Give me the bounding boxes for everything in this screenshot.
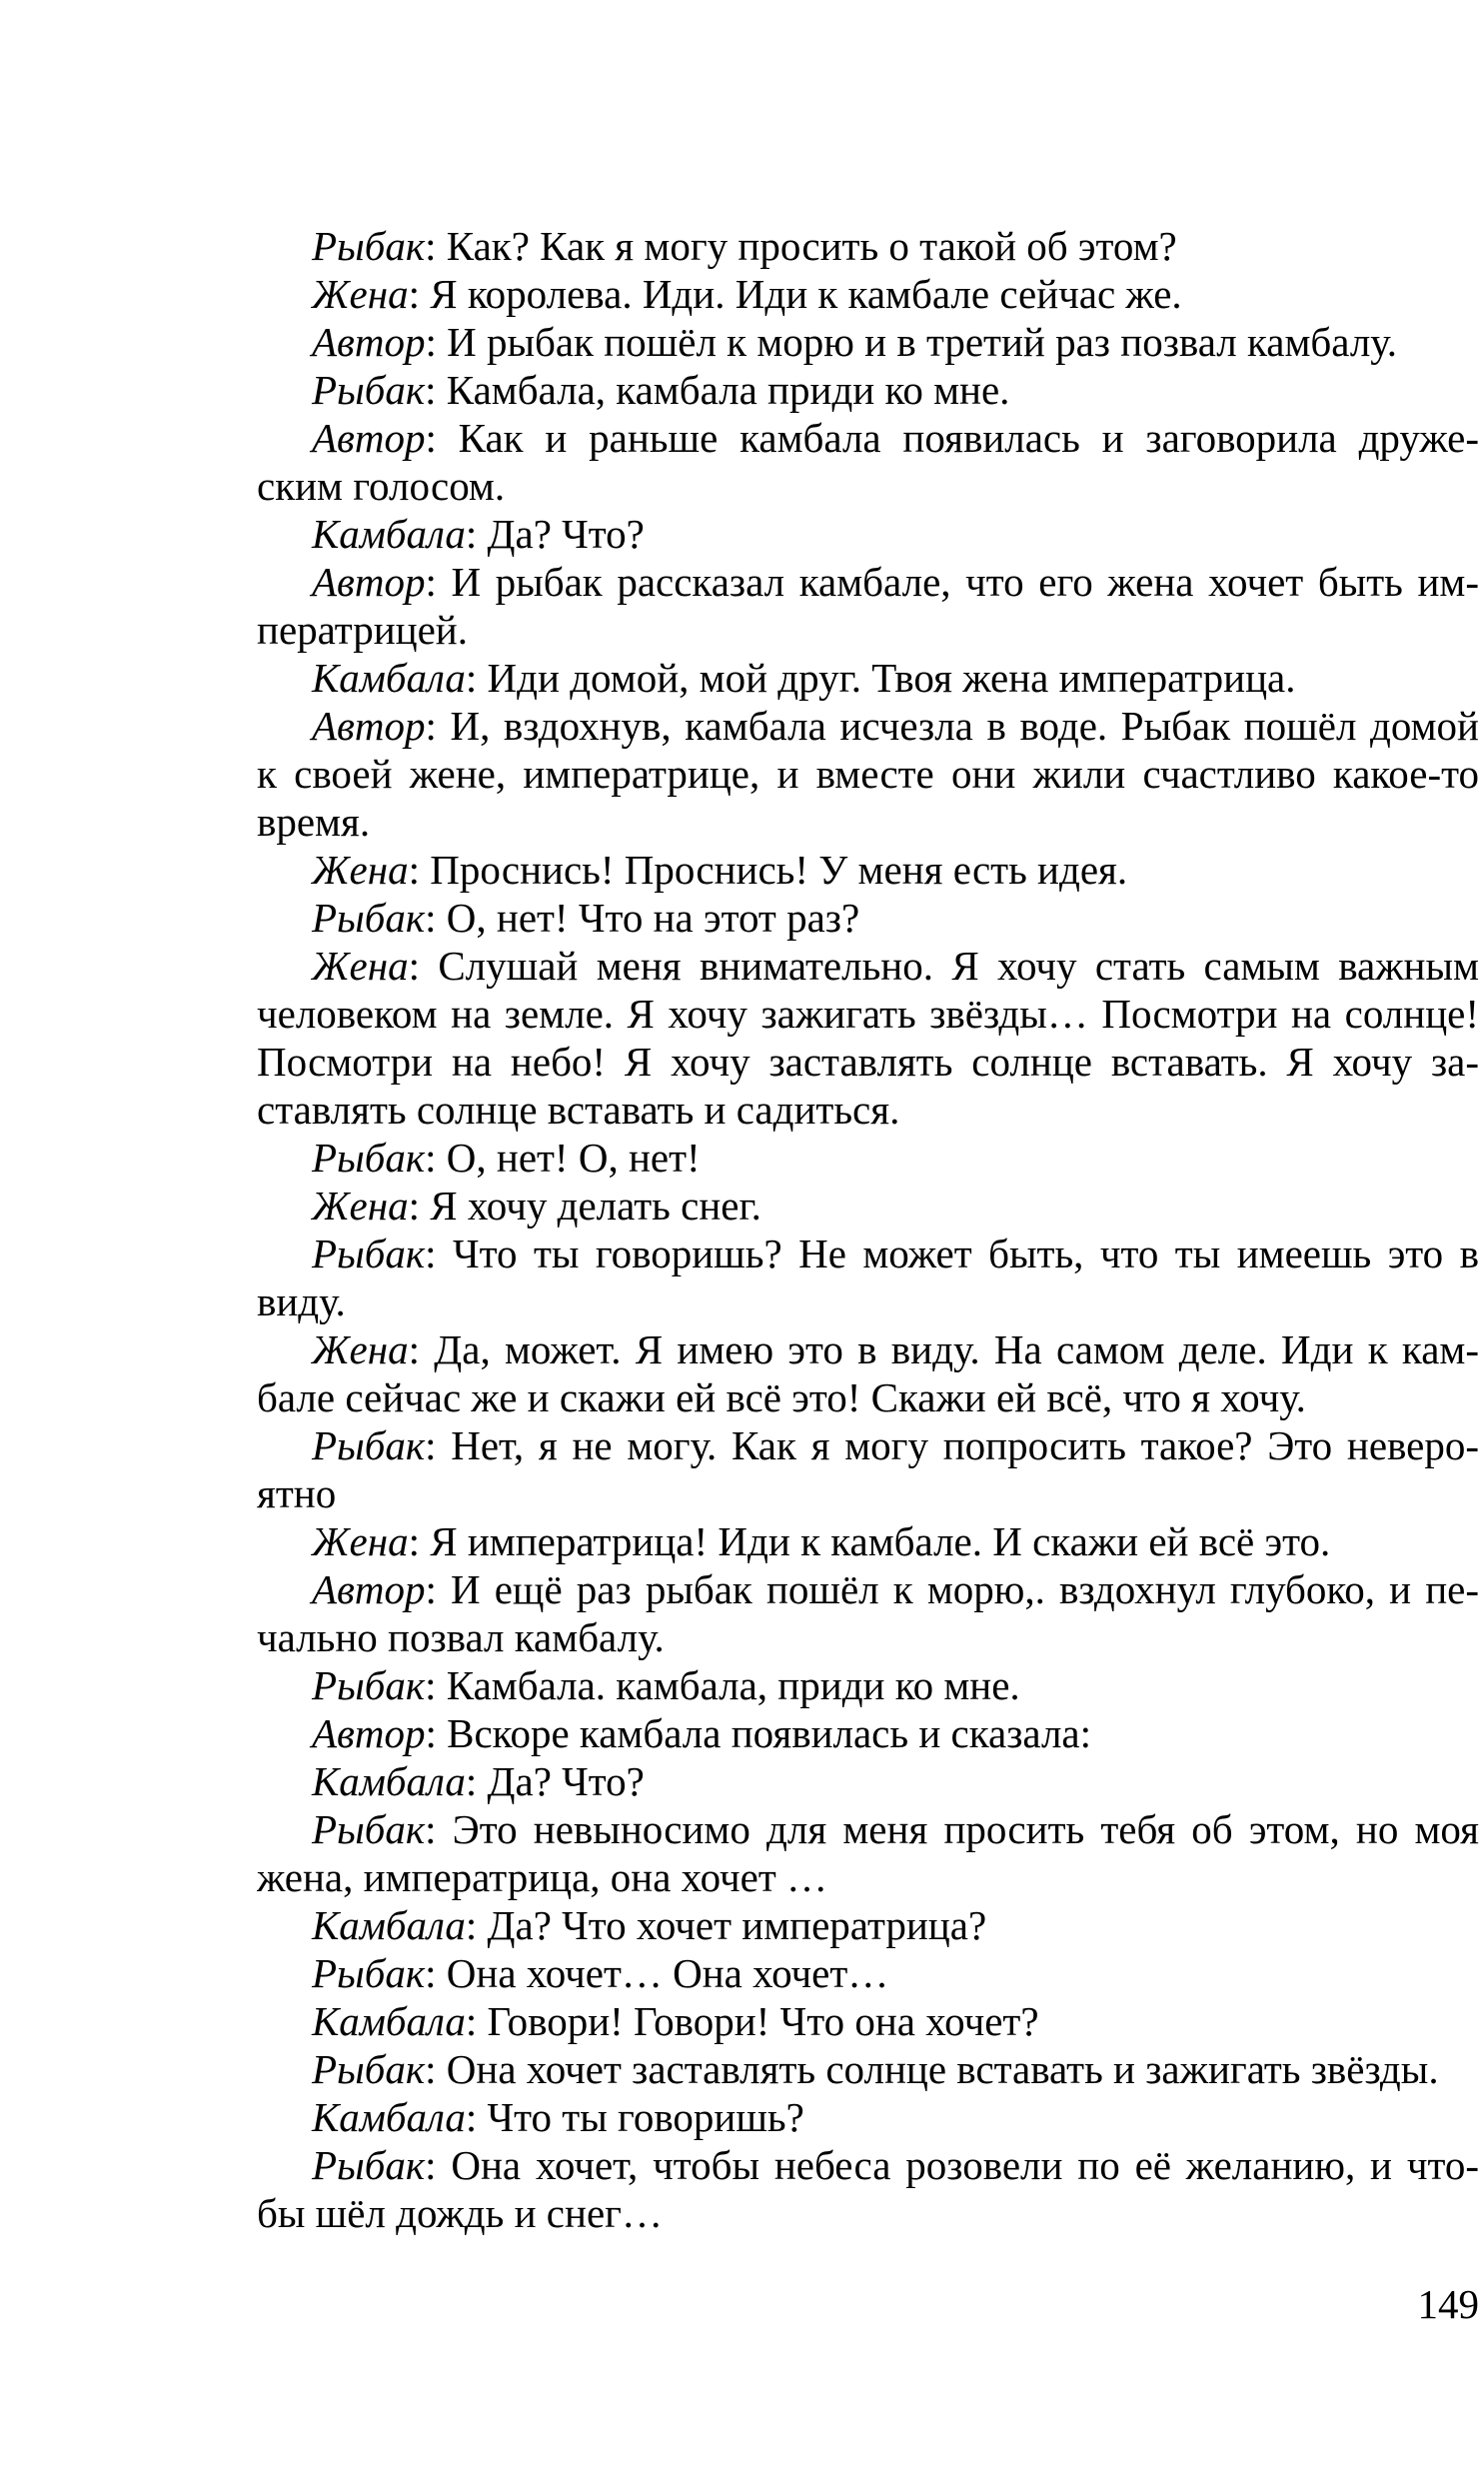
text-line: ятно — [257, 1470, 337, 1516]
text-line: Рыбак: Что ты говоришь? Не может быть, что ты имеешь это в — [312, 1231, 1479, 1276]
text-line: Камбала: Да? Что хочет императрица? — [312, 1902, 987, 1948]
text-line: Рыбак: О, нет! О, нет! — [312, 1135, 701, 1181]
speaker-name: Автор — [312, 415, 426, 461]
text-line: Рыбак: О, нет! Что на этот раз? — [312, 895, 860, 941]
text-line: жена, императрица, она хочет … — [257, 1854, 828, 1900]
speaker-name: Жена — [312, 1183, 409, 1229]
speaker-name: Камбала — [312, 655, 466, 701]
text-line: Жена: Я королева. Иди. Иди к камбале сейчас же. — [312, 271, 1182, 317]
text-line: Автор: И рыбак рассказал камбале, что его жена хочет быть им- — [312, 559, 1479, 605]
speaker-name: Автор — [312, 1566, 426, 1612]
speaker-name: Камбала — [312, 1758, 466, 1804]
text-line: Камбала: Что ты говоришь? — [312, 2094, 804, 2140]
speaker-name: Жена — [312, 847, 409, 893]
text-line: чально позвал камбалу. — [257, 1614, 665, 1660]
text-line: Жена: Слушай меня внимательно. Я хочу стать самым важным — [312, 943, 1479, 989]
text-line: Камбала: Да? Что? — [312, 511, 645, 557]
text-line: Посмотри на небо! Я хочу заставлять солнце вставать. Я хочу за- — [257, 1039, 1479, 1085]
text-line: ским голосом. — [257, 463, 506, 509]
text-line: Рыбак: Она хочет заставлять солнце вставать и зажигать звёзды. — [312, 2046, 1439, 2092]
text-line: виду. — [257, 1278, 346, 1324]
text-line: Автор: И рыбак пошёл к морю и в третий раз позвал камбалу. — [312, 319, 1397, 365]
speaker-name: Камбала — [312, 1998, 466, 2044]
text-line: Жена: Я императрица! Иди к камбале. И скажи ей всё это. — [312, 1518, 1331, 1564]
text-line: Рыбак: Камбала, камбала приди ко мне. — [312, 367, 1010, 413]
speaker-name: Рыбак — [312, 1422, 426, 1468]
speaker-name: Рыбак — [312, 895, 426, 941]
text-line: Камбала: Иди домой, мой друг. Твоя жена императрица. — [312, 655, 1296, 701]
text-line: Жена: Я хочу делать снег. — [312, 1183, 761, 1229]
speaker-name: Жена — [312, 271, 409, 317]
text-line: время. — [257, 799, 371, 845]
speaker-name: Рыбак — [312, 1662, 426, 1708]
text-line: Камбала: Говори! Говори! Что она хочет? — [312, 1998, 1039, 2044]
speaker-name: Автор — [312, 703, 426, 749]
speaker-name: Рыбак — [312, 367, 426, 413]
text-line: бале сейчас же и скажи ей всё это! Скажи ей всё, что я хочу. — [257, 1374, 1306, 1420]
text-line: Рыбак: Она хочет… Она хочет… — [312, 1950, 889, 1996]
text-line: бы шёл дождь и снег… — [257, 2190, 663, 2236]
speaker-name: Жена — [312, 943, 409, 989]
speaker-name: Автор — [312, 559, 426, 605]
speaker-name: Камбала — [312, 511, 466, 557]
text-line: человеком на земле. Я хочу зажигать звёзды… Посмотри на солнце! — [257, 991, 1479, 1037]
text-line: Рыбак: Нет, я не могу. Как я могу попросить такое? Это неверо- — [312, 1422, 1479, 1468]
text-line: ператрицей. — [257, 607, 468, 653]
text-line: Рыбак: Как? Как я могу просить о такой об этом? — [312, 223, 1177, 269]
text-line: Рыбак: Это невыносимо для меня просить тебя об этом, но моя — [312, 1806, 1479, 1852]
text-line: Автор: Как и раньше камбала появилась и заговорила друже- — [312, 415, 1479, 461]
speaker-name: Рыбак — [312, 223, 426, 269]
text-line: Жена: Проснись! Проснись! У меня есть идея. — [312, 847, 1128, 893]
speaker-name: Жена — [312, 1326, 409, 1372]
text-line: ставлять солнце вставать и садиться. — [257, 1087, 900, 1133]
speaker-name: Рыбак — [312, 1950, 426, 1996]
text-line: Рыбак: Она хочет, чтобы небеса розовели по её желанию, и что- — [312, 2142, 1479, 2188]
text-line: Рыбак: Камбала. камбала, приди ко мне. — [312, 1662, 1020, 1708]
speaker-name: Автор — [312, 319, 426, 365]
speaker-name: Рыбак — [312, 1806, 426, 1852]
speaker-name: Жена — [312, 1518, 409, 1564]
page-number: 149 — [1417, 2281, 1479, 2327]
speaker-name: Камбала — [312, 1902, 466, 1948]
dialogue-text-block — [257, 222, 1479, 2237]
text-line: Автор: И, вздохнув, камбала исчезла в воде. Рыбак пошёл домой — [312, 703, 1479, 749]
speaker-name: Камбала — [312, 2094, 466, 2140]
speaker-name: Автор — [312, 1710, 426, 1756]
speaker-name: Рыбак — [312, 1231, 426, 1276]
text-line: Камбала: Да? Что? — [312, 1758, 645, 1804]
speaker-name: Рыбак — [312, 1135, 426, 1181]
speaker-name: Рыбак — [312, 2046, 426, 2092]
speaker-name: Рыбак — [312, 2142, 426, 2188]
text-line: Жена: Да, может. Я имею это в виду. На самом деле. Иди к кам- — [312, 1326, 1479, 1372]
text-line: Автор: И ещё раз рыбак пошёл к морю,. вздохнул глубоко, и пе- — [312, 1566, 1479, 1612]
text-line: к своей жене, императрице, и вместе они жили счастливо какое-то — [257, 751, 1479, 797]
text-line: Автор: Вскоре камбала появилась и сказала: — [312, 1710, 1092, 1756]
